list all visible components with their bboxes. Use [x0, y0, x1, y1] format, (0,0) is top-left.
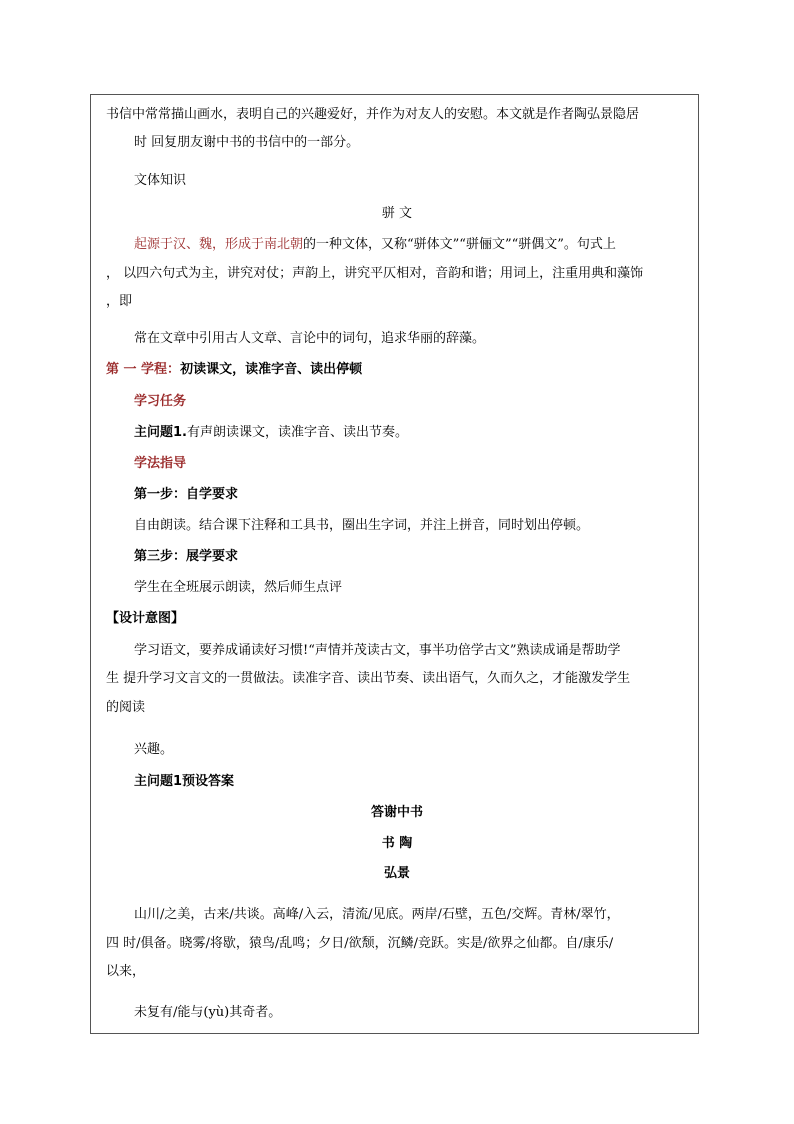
genre-origin-highlight: 起源于汉、魏，形成于南北朝 [134, 237, 304, 252]
design-line-4: 兴趣。 [134, 742, 174, 757]
genre-title: 骈 文 [381, 206, 413, 221]
stage-label: 第 一 学程： [106, 362, 181, 377]
answer-heading: 主问题1预设答案 [134, 774, 235, 789]
genre-line-1 [134, 237, 616, 253]
genre-line-3: ，即 [106, 294, 133, 309]
stage-text: 初读课文，读准字音、读出停顿 [180, 362, 363, 377]
genre-heading: 文体知识 [134, 173, 187, 188]
genre-line-2: ， 以四六句式为主，讲究对仗；声韵上，讲究平仄相对，音韵和谐；用词上，注重用典和藻饰 [106, 266, 644, 281]
intro-line-2: 时 回复朋友谢中书的书信中的一部分。 [134, 135, 360, 150]
step1-text: 自由朗读。结合课下注释和工具书，圈出生字词，并注上拼音，同时划出停顿。 [134, 518, 590, 533]
design-heading: 【设计意图】 [106, 611, 185, 626]
method-heading: 学法指导 [134, 456, 187, 471]
design-line-3: 的阅读 [106, 700, 146, 715]
poem-text-line-1: 山川/之美，古来/共谈。高峰/入云，清流/见底。两岸/石壁，五色/交辉。青林/翠竹， [134, 907, 620, 922]
step3-text: 学生在全班展示朗读，然后师生点评 [134, 580, 343, 595]
poem-text-line-4: 未复有/能与(yù)其奇者。 [134, 1005, 282, 1020]
question-label: 主问题1. [134, 425, 187, 440]
genre-definition: 的一种文体，又称“骈体文”“骈俪文”“骈偶文”。句式上 [303, 237, 616, 252]
task-heading: 学习任务 [134, 394, 187, 409]
poem-title: 答谢中书 [370, 805, 423, 820]
genre-line-4: 常在文章中引用古人文章、言论中的词句，追求华丽的辞藻。 [134, 331, 486, 346]
poem-text-line-2: 四 时/俱备。晓雾/将歇，猿鸟/乱鸣；夕日/欲颓，沉鳞/竞跃。实是/欲界之仙都。自/康乐/ [106, 936, 614, 951]
design-line-1: 学习语文，要养成诵读好习惯!“声情并茂读古文，事半功倍学古文”熟读成诵是帮助学 [134, 643, 621, 658]
poem-text-line-3: 以来， [106, 964, 146, 979]
stage-heading [106, 362, 362, 378]
poem-author-line-1: 书 陶 [381, 836, 413, 851]
step3-heading: 第三步：展学要求 [134, 549, 239, 564]
intro-line-1: 书信中常常描山画水，表明自己的兴趣爱好，并作为对友人的安慰。本文就是作者陶弘景隐居 [106, 107, 640, 122]
question-text: 有声朗读课文，读准字音、读出节奏。 [186, 425, 408, 440]
step1-heading: 第一步：自学要求 [134, 487, 239, 502]
task-question [134, 425, 408, 441]
design-line-2: 生 提升学习文言文的一贯做法。读准字音、读出节奏、读出语气，久而久之，才能激发学生 [106, 671, 631, 686]
poem-author-line-2: 弘景 [383, 866, 410, 881]
